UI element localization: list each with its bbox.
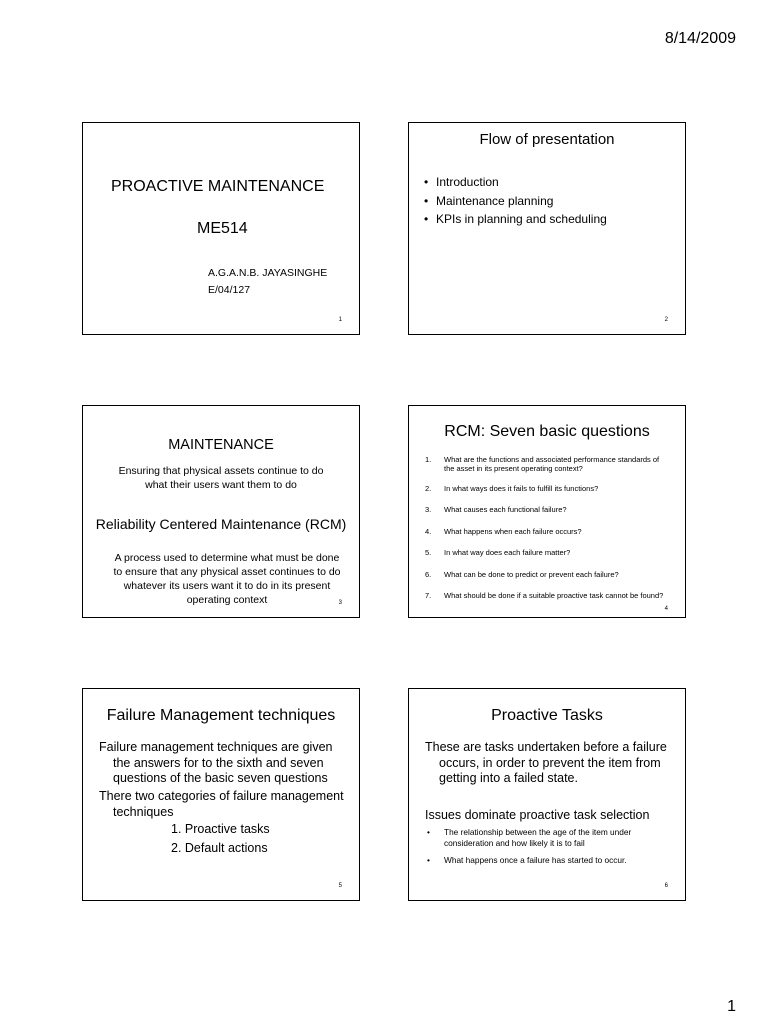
list-item: 3. What causes each functional failure? [425,505,567,515]
slide-5-paragraph-1: Failure management techniques are given the answers for to the sixth and seven questions of the basic seven questions [99,740,333,785]
slide-1-author: A.G.A.N.B. JAYASINGHE [208,267,328,279]
slide-6-bullet-list [427,827,671,873]
list-item: 1. What are the functions and associated performance standards of the asset in its present operating context? [425,455,660,473]
list-item: 7. What should be done if a suitable proactive task cannot be found? [425,591,664,601]
slide-5 [82,688,360,901]
slide-1 [82,122,360,335]
slide-2 [408,122,686,335]
page-date: 8/14/2009 [664,30,736,47]
slide-6 [408,688,686,901]
slide-4 [408,405,686,618]
slide-5-item-1: 1. Proactive tasks [171,822,270,836]
slide-5-paragraph-2: There two categories of failure management techniques [99,789,344,819]
slide-6-heading-issues: Issues dominate proactive task selection [425,808,650,822]
list-item: 4. What happens when each failure occurs? [425,526,582,536]
slide-6-title: Proactive Tasks [491,707,603,724]
slide-1-reg-no: E/04/127 [208,284,251,296]
slide-3 [82,405,360,618]
slide-number: 4 [664,606,668,612]
bullet-item: • The relationship between the age of the item under consideration and how likely it is to fail [427,827,671,848]
slide-number: 1 [338,317,342,323]
slide-3-title: MAINTENANCE [168,437,274,453]
bullet-item: • KPIs in planning and scheduling [424,210,607,229]
slide-4-title: RCM: Seven basic questions [444,423,650,440]
bullet-item: • Maintenance planning [424,192,607,211]
slide-1-subtitle: ME514 [197,220,248,237]
slide-number: 5 [338,883,342,889]
slide-2-bullet-list [424,173,607,229]
slide-3-heading-rcm: Reliability Centered Maintenance (RCM) [95,516,347,532]
bullet-item: • Introduction [424,173,607,192]
slide-number: 6 [664,883,668,889]
slide-4-question-list [425,456,671,614]
slide-number: 2 [664,317,668,323]
bullet-item: • What happens once a failure has started to occur. [427,855,671,866]
list-item: 6. What can be done to predict or prevent each failure? [425,569,619,579]
list-item: 2. In what ways does it fails to fulfill its functions? [425,483,599,493]
list-item: 5. In what way does each failure matter? [425,548,571,558]
slide-5-title: Failure Management techniques [106,707,336,724]
slide-1-title: PROACTIVE MAINTENANCE [111,178,325,195]
page-number: 1 [727,998,736,1015]
slide-2-title: Flow of presentation [479,131,615,148]
slide-3-definition: Ensuring that physical assets continue to do what their users want them to do [118,465,324,491]
slide-6-paragraph-1: These are tasks undertaken before a failure occurs, in order to prevent the item from getting into a failed state. [425,740,667,785]
slide-5-item-2: 2. Default actions [171,841,268,855]
slide-3-rcm-definition: A process used to determine what must be done to ensure that any physical asset continues to do whatever its users want it to do in its present operating context [113,552,341,606]
slide-number: 3 [338,600,342,606]
